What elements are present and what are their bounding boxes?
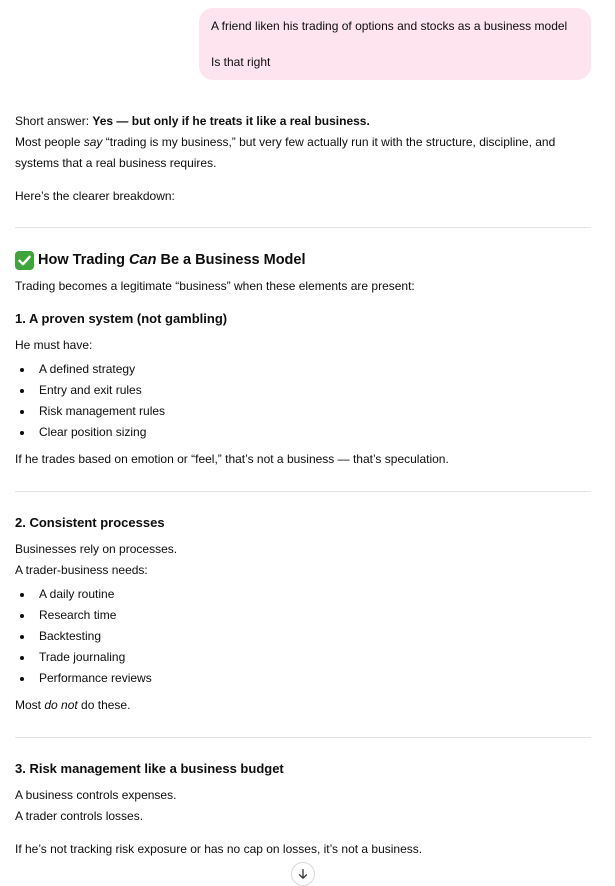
intro-emphasis: say <box>83 135 103 149</box>
list-item: Trade journaling <box>15 647 591 668</box>
section-lead: Trading becomes a legitimate “business” when these elements are present: <box>15 279 415 293</box>
short-answer <box>15 111 591 132</box>
list-item: Performance reviews <box>15 668 591 689</box>
point-1-heading: 1. A proven system (not gambling) <box>15 311 228 326</box>
list-item: Research time <box>15 605 591 626</box>
list-item: A defined strategy <box>15 359 591 380</box>
point-2-line-2: A trader-business needs: <box>15 563 148 577</box>
list-item: Entry and exit rules <box>15 380 591 401</box>
point-2-footer-a: Most <box>15 698 45 712</box>
section-title-b: Be a Business Model <box>156 252 306 268</box>
point-2-list <box>15 584 591 689</box>
intro-text-a: Most people <box>15 135 84 149</box>
check-mark-icon <box>15 251 34 270</box>
user-message-bubble <box>199 8 591 80</box>
section-title-emphasis: Can <box>129 252 157 268</box>
list-item: A daily routine <box>15 584 591 605</box>
assistant-response <box>15 111 591 860</box>
user-message-line-1: A friend liken his trading of options and stocks as a business model <box>211 19 568 33</box>
section-title-a: How Trading <box>38 252 130 268</box>
point-2-footer <box>15 695 591 716</box>
short-answer-prefix: Short answer: <box>15 114 93 128</box>
divider <box>15 227 591 228</box>
point-1-footer: If he trades based on emotion or “feel,” that’s not a business — that’s speculation. <box>15 452 449 466</box>
list-item: Clear position sizing <box>15 422 591 443</box>
divider <box>15 491 591 492</box>
section-heading <box>15 248 591 272</box>
point-3-footer: If he’s not tracking risk exposure or has no cap on losses, it’s not a business. <box>15 842 423 856</box>
point-1-list <box>15 359 591 443</box>
intro-paragraph <box>15 132 591 174</box>
point-2-heading: 2. Consistent processes <box>15 515 165 530</box>
divider <box>15 737 591 738</box>
point-3-heading: 3. Risk management like a business budget <box>15 761 284 776</box>
list-item: Risk management rules <box>15 401 591 422</box>
point-1-lead: He must have: <box>15 338 93 352</box>
intro-text-b: “trading is my business,” but very few actually run it with the structure, discipline, and systems that a real business requires. <box>15 135 556 170</box>
arrow-down-icon <box>297 868 309 880</box>
point-3-line-1: A business controls expenses. <box>15 788 177 802</box>
point-2-footer-emphasis: do not <box>44 698 78 712</box>
scroll-to-bottom-button[interactable] <box>291 862 315 886</box>
user-message-line-2: Is that right <box>211 55 271 69</box>
point-2-line-1: Businesses rely on processes. <box>15 542 178 556</box>
list-item: Backtesting <box>15 626 591 647</box>
breakdown-line: Here’s the clearer breakdown: <box>15 189 175 203</box>
point-2-footer-b: do these. <box>77 698 131 712</box>
short-answer-bold: Yes — but only if he treats it like a real business. <box>92 114 370 128</box>
point-3-line-2: A trader controls losses. <box>15 809 144 823</box>
